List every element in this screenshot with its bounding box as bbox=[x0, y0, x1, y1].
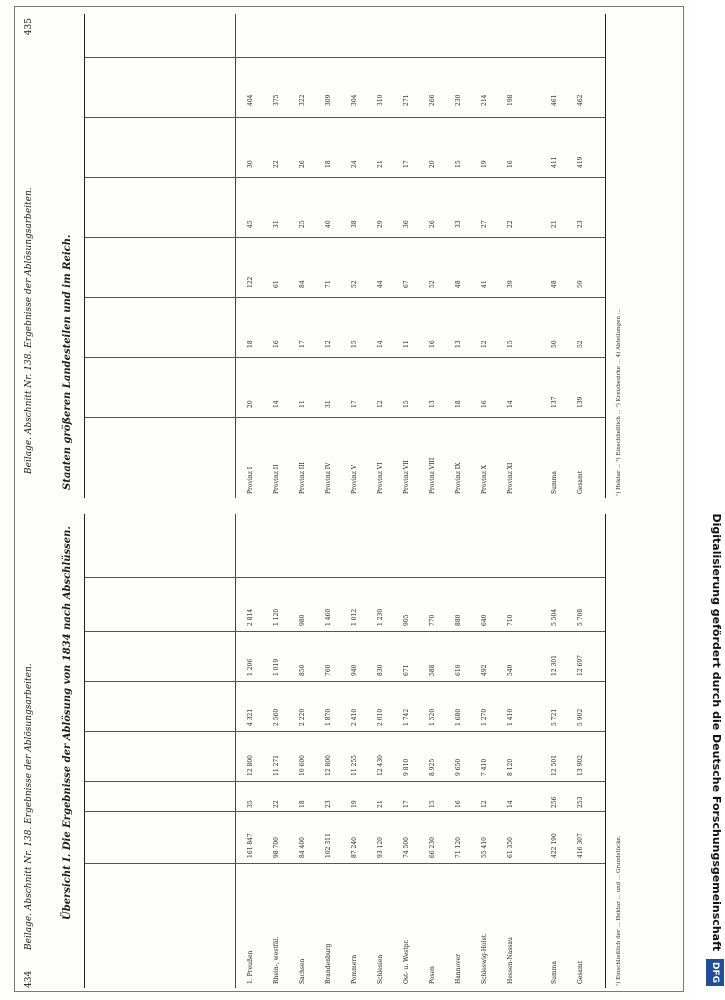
table-cell: 55 410 bbox=[481, 837, 488, 858]
row-label: Provinz IV bbox=[325, 462, 332, 494]
table-cell: 540 bbox=[507, 664, 514, 676]
table-cell: 12 bbox=[325, 340, 332, 348]
table-cell: 1 870 bbox=[325, 708, 332, 726]
right-footnote: ¹) Hektar ... ²) Einschließlich ... ³) Kreisbezirke ... 4) Abteilungen ... bbox=[616, 309, 622, 496]
table-cell: 15 bbox=[403, 400, 410, 408]
table-cell: 48 bbox=[455, 280, 462, 288]
table-cell: 760 bbox=[325, 664, 332, 676]
table-cell: 41 bbox=[481, 280, 488, 288]
table-cell: 20 bbox=[429, 160, 436, 168]
row-label: Provinz I bbox=[247, 466, 254, 494]
row-label: Provinz VIII bbox=[429, 457, 436, 494]
table-cell: 21 bbox=[551, 220, 558, 228]
table-cell: 492 bbox=[481, 664, 488, 676]
row-label: Rhein-, westfäl. bbox=[273, 936, 280, 984]
table-cell: 462 bbox=[577, 94, 584, 106]
column-rule bbox=[85, 863, 605, 864]
table-cell: 122 bbox=[247, 276, 254, 288]
table-cell: 71 bbox=[325, 280, 332, 288]
table-cell: 44 bbox=[377, 280, 384, 288]
table-cell: 1 680 bbox=[455, 708, 462, 726]
row-label: Provinz IX bbox=[455, 462, 462, 494]
table-cell: 770 bbox=[429, 614, 436, 626]
table-cell: 12 bbox=[481, 800, 488, 808]
table-cell: 23 bbox=[577, 220, 584, 228]
right-table-title: Staaten größeren Landesteilen und im Reich. bbox=[62, 234, 73, 490]
table-cell: 8 120 bbox=[507, 758, 514, 776]
row-label: Gesamt bbox=[577, 470, 584, 494]
table-cell: 671 bbox=[403, 664, 410, 676]
column-rule bbox=[85, 811, 605, 812]
left-table-title: Übersicht I. Die Ergebnisse der Ablösung von 1834 nach Abschlüssen. bbox=[62, 526, 73, 920]
column-rule bbox=[85, 57, 605, 58]
column-rule bbox=[85, 781, 605, 782]
row-label: Provinz VI bbox=[377, 462, 384, 494]
column-rule bbox=[85, 631, 605, 632]
table-cell: 61 350 bbox=[507, 837, 514, 858]
table-cell: 71 120 bbox=[455, 837, 462, 858]
table-cell: 5 504 bbox=[551, 608, 558, 626]
table-cell: 15 bbox=[351, 340, 358, 348]
table-cell: 24 bbox=[351, 160, 358, 168]
table-cell: 15 bbox=[507, 340, 514, 348]
table-cell: 18 bbox=[455, 400, 462, 408]
table-cell: 33 bbox=[455, 220, 462, 228]
table-cell: 29 bbox=[377, 220, 384, 228]
table-cell: 13 bbox=[429, 400, 436, 408]
rotated-sheet bbox=[18, 10, 683, 990]
row-label: Posen bbox=[429, 966, 436, 984]
table-cell: 16 bbox=[481, 400, 488, 408]
table-cell: 1 230 bbox=[377, 608, 384, 626]
row-label: Schleswig-Holst. bbox=[481, 933, 488, 984]
table-cell: 19 bbox=[351, 800, 358, 808]
table-cell: 26 bbox=[299, 160, 306, 168]
table-cell: 710 bbox=[507, 614, 514, 626]
table-cell: 416 307 bbox=[577, 833, 584, 858]
row-label: Brandenburg bbox=[325, 943, 332, 984]
row-label: Hessen-Nassau bbox=[507, 937, 514, 984]
table-cell: 50 bbox=[551, 340, 558, 348]
row-label: Ost- u. Westpr. bbox=[403, 939, 410, 984]
table-cell: 17 bbox=[403, 160, 410, 168]
table-cell: 23 bbox=[325, 800, 332, 808]
header-divider bbox=[235, 14, 236, 498]
table-cell: 461 bbox=[551, 94, 558, 106]
table-cell: 12 501 bbox=[551, 755, 558, 776]
table-cell: 12 bbox=[481, 340, 488, 348]
table-cell: 14 bbox=[273, 400, 280, 408]
row-label: Hannover bbox=[455, 954, 462, 984]
table-cell: 17 bbox=[403, 800, 410, 808]
table-cell: 84 400 bbox=[299, 837, 306, 858]
right-page-number: 435 bbox=[24, 18, 34, 36]
row-label: Gesamt bbox=[577, 960, 584, 984]
row-label: Summa bbox=[551, 471, 558, 494]
table-cell: 256 bbox=[551, 796, 558, 808]
table-cell: 5 902 bbox=[577, 708, 584, 726]
table-cell: 304 bbox=[351, 94, 358, 106]
table-cell: 271 bbox=[403, 94, 410, 106]
table-cell: 1 460 bbox=[325, 608, 332, 626]
table-cell: 18 bbox=[247, 340, 254, 348]
table-cell: 84 bbox=[299, 280, 306, 288]
left-running-head: Beilage. Abschnitt Nr. 138. Ergebnisse der Ablösungsarbeiten. bbox=[24, 663, 34, 950]
right-running-head: Beilage. Abschnitt Nr. 138. Ergebnisse der Ablösungsarbeiten. bbox=[24, 187, 34, 474]
table-cell: 20 bbox=[247, 400, 254, 408]
left-page-number: 434 bbox=[24, 970, 34, 988]
table-cell: 940 bbox=[351, 664, 358, 676]
table-cell: 5 721 bbox=[551, 708, 558, 726]
table-cell: 12 bbox=[377, 400, 384, 408]
table-cell: 25 bbox=[299, 220, 306, 228]
table-cell: 411 bbox=[551, 156, 558, 168]
sidebar-credit bbox=[707, 0, 725, 1000]
table-cell: 310 bbox=[377, 94, 384, 106]
table-cell: 1 742 bbox=[403, 708, 410, 726]
table-cell: 18 bbox=[325, 160, 332, 168]
row-label: Pommern bbox=[351, 954, 358, 984]
table-cell: 36 bbox=[403, 220, 410, 228]
table-cell: 980 bbox=[299, 614, 306, 626]
table-cell: 10 600 bbox=[299, 755, 306, 776]
table-cell: 13 bbox=[455, 340, 462, 348]
table-cell: 45 bbox=[247, 220, 254, 228]
table-cell: 1 120 bbox=[273, 608, 280, 626]
table-cell: 16 bbox=[507, 160, 514, 168]
table-cell: 11 bbox=[403, 340, 410, 348]
table-cell: 16 bbox=[273, 340, 280, 348]
table-cell: 588 bbox=[429, 664, 436, 676]
table-cell: 419 bbox=[577, 156, 584, 168]
table-cell: 35 bbox=[247, 800, 254, 808]
table-cell: 11 bbox=[299, 400, 306, 408]
table-cell: 1 410 bbox=[507, 708, 514, 726]
table-cell: 74 500 bbox=[403, 837, 410, 858]
table-cell: 12 800 bbox=[247, 755, 254, 776]
column-rule bbox=[85, 681, 605, 682]
sidebar-credit-text: Digitalisierung gefördert durch die Deutsche Forschungsgemeinschaft bbox=[710, 513, 723, 952]
table-cell: 31 bbox=[273, 220, 280, 228]
table-cell: 12 430 bbox=[377, 755, 384, 776]
table-cell: 12 697 bbox=[577, 655, 584, 676]
column-rule bbox=[85, 237, 605, 238]
table-cell: 40 bbox=[325, 220, 332, 228]
table-cell: 1 012 bbox=[351, 608, 358, 626]
table-cell: 52 bbox=[429, 280, 436, 288]
table-cell: 9 810 bbox=[403, 758, 410, 776]
column-rule bbox=[85, 731, 605, 732]
table-cell: 13 902 bbox=[577, 755, 584, 776]
table-cell: 422 190 bbox=[551, 833, 558, 858]
table-cell: 375 bbox=[273, 94, 280, 106]
table-cell: 2 814 bbox=[247, 608, 254, 626]
table-cell: 137 bbox=[551, 396, 558, 408]
table-cell: 880 bbox=[455, 614, 462, 626]
table-cell: 322 bbox=[299, 94, 306, 106]
table-cell: 266 bbox=[429, 94, 436, 106]
table-cell: 404 bbox=[247, 94, 254, 106]
header-divider bbox=[235, 514, 236, 988]
table-cell: 30 bbox=[247, 160, 254, 168]
column-rule bbox=[85, 577, 605, 578]
table-cell: 15 bbox=[455, 160, 462, 168]
table-cell: 830 bbox=[377, 664, 384, 676]
table-cell: 2 010 bbox=[377, 708, 384, 726]
table-cell: 22 bbox=[507, 220, 514, 228]
table-cell: 14 bbox=[377, 340, 384, 348]
table-cell: 139 bbox=[577, 396, 584, 408]
table-cell: 38 bbox=[351, 220, 358, 228]
table-cell: 12 301 bbox=[551, 655, 558, 676]
digitization-sidebar bbox=[689, 0, 723, 1000]
table-cell: 253 bbox=[577, 796, 584, 808]
table-cell: 31 bbox=[325, 400, 332, 408]
table-cell: 14 bbox=[507, 400, 514, 408]
table-cell: 21 bbox=[377, 160, 384, 168]
row-label: Summa bbox=[551, 961, 558, 984]
table-cell: 1 520 bbox=[429, 708, 436, 726]
table-cell: 12 800 bbox=[325, 755, 332, 776]
table-cell: 8 925 bbox=[429, 758, 436, 776]
table-cell: 1 270 bbox=[481, 708, 488, 726]
table-cell: 16 bbox=[455, 800, 462, 808]
row-label: 1. Preußen bbox=[247, 950, 254, 984]
table-cell: 198 bbox=[507, 94, 514, 106]
table-cell: 98 700 bbox=[273, 837, 280, 858]
row-label: Schlesien bbox=[377, 954, 384, 984]
table-cell: 2 560 bbox=[273, 708, 280, 726]
table-cell: 1 019 bbox=[273, 658, 280, 676]
row-label: Provinz II bbox=[273, 464, 280, 494]
row-label: Sachsen bbox=[299, 958, 306, 984]
column-rule bbox=[85, 357, 605, 358]
column-rule bbox=[85, 417, 605, 418]
table-cell: 22 bbox=[273, 800, 280, 808]
table-cell: 11 255 bbox=[351, 755, 358, 776]
right-statistics-table bbox=[84, 14, 606, 498]
row-label: Provinz VII bbox=[403, 460, 410, 494]
table-cell: 905 bbox=[403, 614, 410, 626]
table-cell: 93 120 bbox=[377, 837, 384, 858]
table-cell: 14 bbox=[507, 800, 514, 808]
table-cell: 214 bbox=[481, 94, 488, 106]
table-cell: 52 bbox=[577, 340, 584, 348]
left-statistics-table bbox=[84, 514, 606, 988]
left-footnote: ¹) Einschließlich der ... Hektar ... und ... Grundstücke. bbox=[616, 835, 622, 986]
table-cell: 17 bbox=[351, 400, 358, 408]
table-cell: 61 bbox=[273, 280, 280, 288]
table-cell: 161 847 bbox=[247, 833, 254, 858]
table-cell: 18 bbox=[299, 800, 306, 808]
table-cell: 17 bbox=[299, 340, 306, 348]
table-cell: 4 321 bbox=[247, 708, 254, 726]
table-cell: 87 240 bbox=[351, 837, 358, 858]
row-label: Provinz XI bbox=[507, 462, 514, 494]
table-cell: 59 bbox=[577, 280, 584, 288]
table-cell: 11 271 bbox=[273, 755, 280, 776]
table-cell: 640 bbox=[481, 614, 488, 626]
table-cell: 67 bbox=[403, 280, 410, 288]
dfg-logo: DFG bbox=[706, 959, 724, 986]
row-label: Provinz V bbox=[351, 464, 358, 494]
table-cell: 2 220 bbox=[299, 708, 306, 726]
table-cell: 1 206 bbox=[247, 658, 254, 676]
table-cell: 9 650 bbox=[455, 758, 462, 776]
table-cell: 26 bbox=[429, 220, 436, 228]
table-cell: 5 708 bbox=[577, 608, 584, 626]
table-cell: 19 bbox=[481, 160, 488, 168]
table-cell: 2 410 bbox=[351, 708, 358, 726]
table-cell: 48 bbox=[551, 280, 558, 288]
table-cell: 39 bbox=[507, 280, 514, 288]
column-rule bbox=[85, 297, 605, 298]
row-label: Provinz X bbox=[481, 464, 488, 494]
table-cell: 66 230 bbox=[429, 837, 436, 858]
table-cell: 21 bbox=[377, 800, 384, 808]
row-label: Provinz III bbox=[299, 462, 306, 494]
table-cell: 7 410 bbox=[481, 758, 488, 776]
column-rule bbox=[85, 177, 605, 178]
column-rule bbox=[85, 117, 605, 118]
table-cell: 15 bbox=[429, 800, 436, 808]
table-cell: 52 bbox=[351, 280, 358, 288]
table-cell: 16 bbox=[429, 340, 436, 348]
table-cell: 850 bbox=[299, 664, 306, 676]
table-cell: 230 bbox=[455, 94, 462, 106]
table-cell: 610 bbox=[455, 664, 462, 676]
table-cell: 309 bbox=[325, 94, 332, 106]
table-cell: 102 311 bbox=[325, 833, 332, 858]
table-cell: 22 bbox=[273, 160, 280, 168]
table-cell: 27 bbox=[481, 220, 488, 228]
